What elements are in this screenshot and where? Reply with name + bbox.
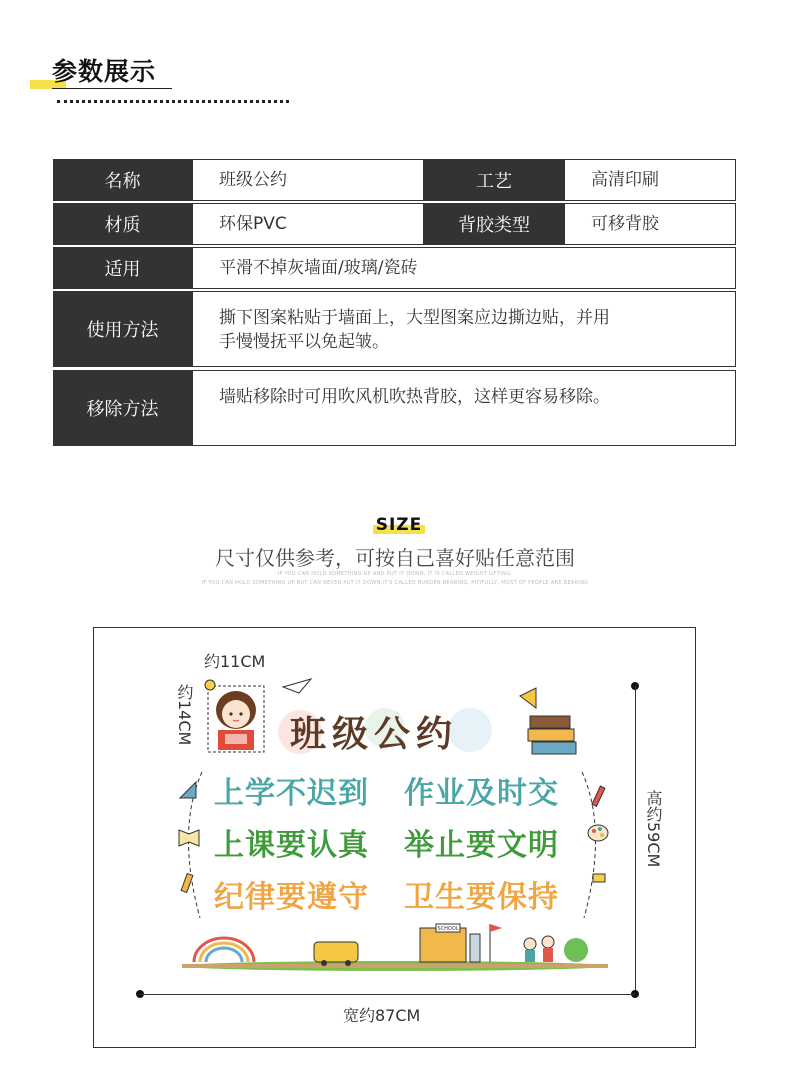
total-height-label: 高约59CM <box>644 790 663 868</box>
slogan-line3-left: 纪律要遵守 <box>214 880 369 915</box>
dotted-divider <box>57 100 289 103</box>
megaphone-icon <box>516 686 546 710</box>
size-label: SIZE <box>375 515 423 535</box>
section-title: 参数展示 <box>52 57 157 86</box>
total-width-label: 宽约87CM <box>343 1006 421 1025</box>
spec-label: 工艺 <box>424 159 564 201</box>
paper-plane-icon <box>281 677 313 695</box>
girl-height-label: 约14CM <box>175 684 194 746</box>
slogan-line1-left: 上学不迟到 <box>214 776 369 811</box>
spec-row-removal <box>53 370 736 446</box>
section-header <box>52 52 156 88</box>
spec-value: 班级公约 <box>192 159 424 201</box>
slogan-line2-left: 上课要认真 <box>214 828 369 863</box>
paint-palette-icon <box>586 822 610 844</box>
school-scene-illustration <box>180 920 610 972</box>
spec-row-usage <box>53 247 736 289</box>
slogan-line2-right: 举止要文明 <box>404 828 559 863</box>
spec-row-material <box>53 203 736 245</box>
ruler-icon <box>178 872 198 894</box>
school-sign-text: SCHOOL <box>437 926 459 932</box>
fine-print-line: IF YOU CAN HOLD SOMETHING UP AND PUT IT DOWN, IT IS CALLED WEIGHT LIFTING; <box>277 571 513 577</box>
spec-value: 环保PVC <box>192 203 424 245</box>
spec-label: 适用 <box>53 247 192 289</box>
lightbulb-icon <box>201 676 219 694</box>
spec-value: 高清印刷 <box>564 159 736 201</box>
slogan-line1-right: 作业及时交 <box>404 776 559 811</box>
triangle-ruler-icon <box>178 780 198 800</box>
books-icon <box>526 714 580 756</box>
pencil-icon <box>590 784 608 810</box>
spec-label: 材质 <box>53 203 192 245</box>
spec-label: 背胶类型 <box>424 203 564 245</box>
open-book-icon <box>177 826 201 848</box>
spec-value: 可移背胶 <box>564 203 736 245</box>
size-subtitle: 尺寸仅供参考，可按自己喜好贴任意范围 <box>215 546 575 570</box>
slogan-line3-right: 卫生要保持 <box>404 880 559 915</box>
spec-label: 名称 <box>53 159 192 201</box>
height-dimension-line <box>635 686 636 992</box>
size-tag <box>373 515 425 535</box>
spec-value: 撕下图案粘贴于墙面上，大型图案应边撕边贴，并用手慢慢抚平以免起皱。 <box>192 291 736 367</box>
spec-row-method <box>53 291 736 367</box>
spec-row-name <box>53 159 736 201</box>
poster-title: 班级公约 <box>290 714 459 755</box>
girl-avatar-illustration <box>205 684 267 754</box>
spec-value: 墙贴移除时可用吹风机吹热背胶，这样更容易移除。 <box>192 370 736 446</box>
width-dimension-line <box>140 994 635 995</box>
header-underline <box>52 88 172 89</box>
spec-label: 使用方法 <box>53 291 192 367</box>
girl-width-label: 约11CM <box>204 652 266 671</box>
eraser-icon <box>591 870 607 886</box>
spec-value: 平滑不掉灰墙面/玻璃/瓷砖 <box>192 247 736 289</box>
fine-print-line: IF YOU CAN HOLD SOMETHING UP BUT CAN NEVER PUT IT DOWN,IT'S CALLED BURDEN BEARING, PITIFULLY, MOST OF PEOPLE ARE BEARING <box>201 580 589 586</box>
spec-label: 移除方法 <box>53 370 192 446</box>
